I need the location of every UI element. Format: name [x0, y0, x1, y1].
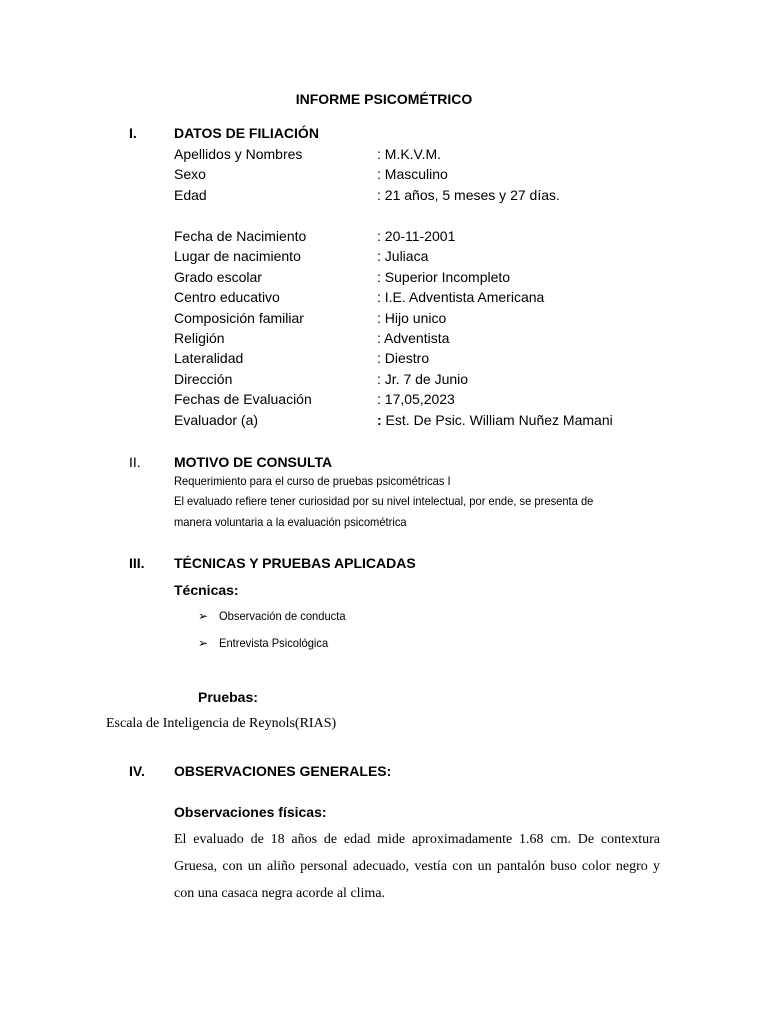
field-value-centro-educativo: : I.E. Adventista Americana: [377, 289, 545, 305]
field-value-fecha-nacimiento: : 20-11-2001: [377, 228, 456, 244]
field-label-apellidos: Apellidos y Nombres: [174, 146, 303, 162]
field-value-direccion: : Jr. 7 de Junio: [377, 371, 469, 387]
bullet-arrow-icon: ➢: [198, 636, 209, 650]
section-1-number: I.: [129, 125, 137, 141]
field-label-fechas-evaluacion: Fechas de Evaluación: [174, 391, 312, 407]
section-3-number: III.: [129, 555, 145, 571]
motivo-line-3: manera voluntaria a la evaluación psicométrica: [174, 515, 407, 529]
field-label-sexo: Sexo: [174, 166, 206, 182]
field-label-direccion: Dirección: [174, 371, 233, 387]
section-1-title: DATOS DE FILIACIÓN: [174, 125, 319, 141]
field-value-sexo: : Masculino: [377, 166, 448, 182]
field-label-religion: Religión: [174, 330, 225, 346]
field-label-fecha-nacimiento: Fecha de Nacimiento: [174, 228, 307, 244]
evaluador-name: Est. De Psic. William Nuñez Mamani: [381, 412, 613, 428]
techniques-heading: Técnicas:: [174, 582, 239, 598]
field-label-composicion-familiar: Composición familiar: [174, 310, 304, 326]
field-label-grado-escolar: Grado escolar: [174, 269, 262, 285]
field-value-fechas-evaluacion: : 17,05,2023: [377, 391, 455, 407]
field-value-apellidos: : M.K.V.M.: [377, 146, 442, 162]
field-label-edad: Edad: [174, 187, 207, 203]
field-value-evaluador: [377, 412, 613, 428]
field-label-lugar-nacimiento: Lugar de nacimiento: [174, 248, 301, 264]
document-title: INFORME PSICOMÉTRICO: [295, 91, 473, 107]
test-item: Escala de Inteligencia de Reynols(RIAS): [106, 716, 337, 731]
section-3-title: TÉCNICAS Y PRUEBAS APLICADAS: [174, 555, 416, 571]
field-value-religion: : Adventista: [377, 330, 450, 346]
tests-heading: Pruebas:: [198, 689, 258, 705]
field-value-composicion-familiar: : Hijo unico: [377, 310, 447, 326]
bullet-arrow-icon: ➢: [198, 609, 209, 623]
motivo-line-1: Requerimiento para el curso de pruebas psicométricas I: [174, 474, 451, 488]
field-label-centro-educativo: Centro educativo: [174, 289, 280, 305]
field-value-grado-escolar: : Superior Incompleto: [377, 269, 511, 285]
field-value-lugar-nacimiento: : Juliaca: [377, 248, 429, 264]
field-value-lateralidad: : Diestro: [377, 350, 430, 366]
motivo-line-2: El evaluado refiere tener curiosidad por su nivel intelectual, por ende, se presenta de: [174, 494, 594, 508]
section-2-number: II.: [129, 454, 141, 470]
technique-item: Observación de conducta: [219, 609, 346, 623]
section-2-title: MOTIVO DE CONSULTA: [174, 454, 333, 470]
field-label-lateralidad: Lateralidad: [174, 350, 244, 366]
technique-item: Entrevista Psicológica: [219, 636, 329, 650]
section-4-title: OBSERVACIONES GENERALES:: [174, 763, 392, 779]
physical-observations-heading: Observaciones físicas:: [174, 804, 327, 820]
section-4-number: IV.: [129, 763, 145, 779]
field-value-edad: : 21 años, 5 meses y 27 días.: [377, 187, 560, 203]
evaluador-colon: :: [377, 412, 382, 428]
physical-observations-text: El evaluado de 18 años de edad mide aproximadamente 1.68 cm. De contextura Gruesa, con un aliño personal adecuado, vestía con un pantalón buso color negro y con una casaca negra acorde al clima.: [174, 832, 660, 901]
field-label-evaluador: Evaluador (a): [174, 412, 259, 428]
